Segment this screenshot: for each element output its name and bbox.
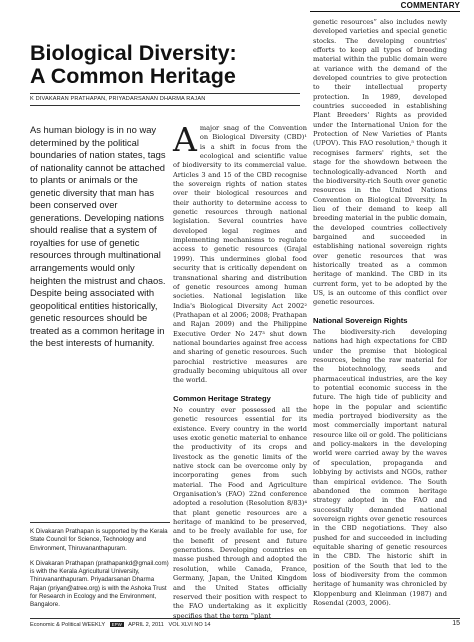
paragraph-continued: genetic resources” also includes newly developed varieties and special genetic stocks. The developing countries' efforts to keep all types of breeding material within the public domain were at variance with the demand of the developed countries to give protection to their intellectual property protection. In 1989, developed countries succeeded in establishing Plant Breeders' Rights as provided under the International Union for the Protection of New Varieties of Plants (UPOV). This FAO resolution,⁵ though it recognises farmers' rights, set the stage for the showdown between the technologically-advanced North and the biodiversity-rich South over genetic resources in the United Nations Convention on Biological Diversity. In lieu of their demand to keep all breeding material in the public domain, the developed countries collectively bargained and succeeded in establishing national sovereign rights over genetic resources that was historically treated as a common heritage of mankind. The CBD in its current form, yet to be adopted by the US, is an outcome of this conflict over genetic resources. xyxy=(313,18,447,307)
footnote-affiliation: K Divakaran Prathapan (prathapankd@gmail.com) is with the Kerala Agricultural University, Thiruvananthapuram. Priyadarsanan Dharma Rajan (priyan@atree.org) is with the Ashoka Trust for Research in Ecology and the Environment, Bangalore. xyxy=(30,559,169,609)
subhead-sovereign-rights: National Sovereign Rights xyxy=(313,315,408,325)
author-rule-top xyxy=(30,93,300,94)
abstract: As human biology is in no way determined by the political boundaries of nation states, tags of nationality cannot be attached to plants or animals or the genetic diversity that man has been conserved over generations. Developing nations should realise that a system of royalties for use of genetic resources through multinational arrangements would only heighten the mistrust and chaos. Despite being associated with geopolitical entities historically, genetic resources should be treated as a common heritage in the best interests of humanity. xyxy=(30,124,166,349)
journal-name: Economic & Political WEEKLY xyxy=(30,622,106,628)
body-column-3 xyxy=(313,18,447,608)
section-label: COMMENTARY xyxy=(400,1,460,10)
footnote-support: K Divakaran Prathapan is supported by the Kerala State Council for Science, Technology and Environment, Thiruvananthapuram. xyxy=(30,528,168,552)
author-footnotes xyxy=(30,528,170,617)
header-bar xyxy=(0,0,474,10)
footer-journal xyxy=(30,622,211,628)
paragraph-intro xyxy=(173,120,307,386)
page-number: 15 xyxy=(452,620,460,627)
paragraph-common-heritage: No country ever possessed all the genetic resources essential for its existence. Every country in the world uses exotic genetic material to enhance the productivity of its crops and livestock as the genetic limits of the native stock can be overcome only by incorporating genes from such material. The Food and Agriculture Organisation's (FAO) 22nd conference adopted a resolution (Resolution 8/83)⁴ that plant genetic resources are a heritage of mankind to be preserved, and to be freely available for use, for the benefit of present and future generations. Developing countries en masse pushed through and adopted the resolution, while Canada, France, Germany, Japan, the United Kingdom and the United States officially reserved their position with respect to the FAO undertaking as it explicitly specifies that the term “plant xyxy=(173,405,307,620)
journal-badge: EPW xyxy=(111,622,122,627)
title-line-1: Biological Diversity: xyxy=(30,41,237,65)
footnote-rule xyxy=(30,522,170,523)
title-line-2: A Common Heritage xyxy=(30,64,236,88)
author-rule-bottom xyxy=(30,105,300,106)
paragraph-intro-text: major snag of the Convention on Biological Diversity (CBD)¹ is a shift in focus from the ecological and scientific value of biodiversity to its commercial value. Articles 3 and 15 of the CBD recognise the sovereign rights of nation states over their biological resources and their authority to determine access to genetic resources through national legislation. Several countries have developed legal regimes and implementing mechanisms to regulate access to genetic resources (Grajal 1999). This undermines global food security that is critically dependent on transnational sharing and distribution of genetic resources among human societies. National legislation like India's Biological Diversity Act 2002² (Prathapan et al 2006; 2008; Prathapan and Rajan 2009) and the Philippine Executive Order No 247³ shut down national boundaries against free access and sharing of genetic resources. Such parochial restrictive measures are gradually becoming ubiquitous all over the world. xyxy=(173,124,307,385)
footer-rule xyxy=(30,618,460,619)
subhead-common-heritage: Common Heritage Strategy xyxy=(173,393,271,403)
issue-volume: VOL XLVI NO 14 xyxy=(168,622,211,628)
drop-cap: A xyxy=(173,120,197,159)
paragraph-sovereign-rights: The biodiversity-rich developing nations had high expectations for CBD under the premise that biological resources, being the raw material for the biotechnology, seeds and pharmaceutical industries, are the key to potential economic success in the future. The high tide of publicity and hope in the popular and scientific media portrayed biodiversity as the most commercially important natural resource like oil or gold. The politicians and policy-makers in the developing world were carried away by the waves of speculation, propaganda and lobbying by activists and NGOs, rather than empirical evidence. The South abandoned the common heritage strategy adopted in the FAO and successfully demanded national sovereign rights over genetic resources in the CBD negotiations. They also pushed for and succeeded in including equitable sharing of genetic resources in the CBD. The historic shift in position of the South that led to the loss of biodiversity from the common heritage of humanity was chronicled by Kloppenburg and Kleinman (1987) and Rosendal (2003, 2006). xyxy=(313,328,447,607)
body-column-2 xyxy=(173,120,307,621)
section-rule xyxy=(310,11,460,12)
article-title xyxy=(30,42,270,88)
author-line: K DIVAKARAN PRATHAPAN, PRIYADARSANAN DHARMA RAJAN xyxy=(30,96,206,102)
issue-date: APRIL 2, 2011 xyxy=(128,622,164,628)
